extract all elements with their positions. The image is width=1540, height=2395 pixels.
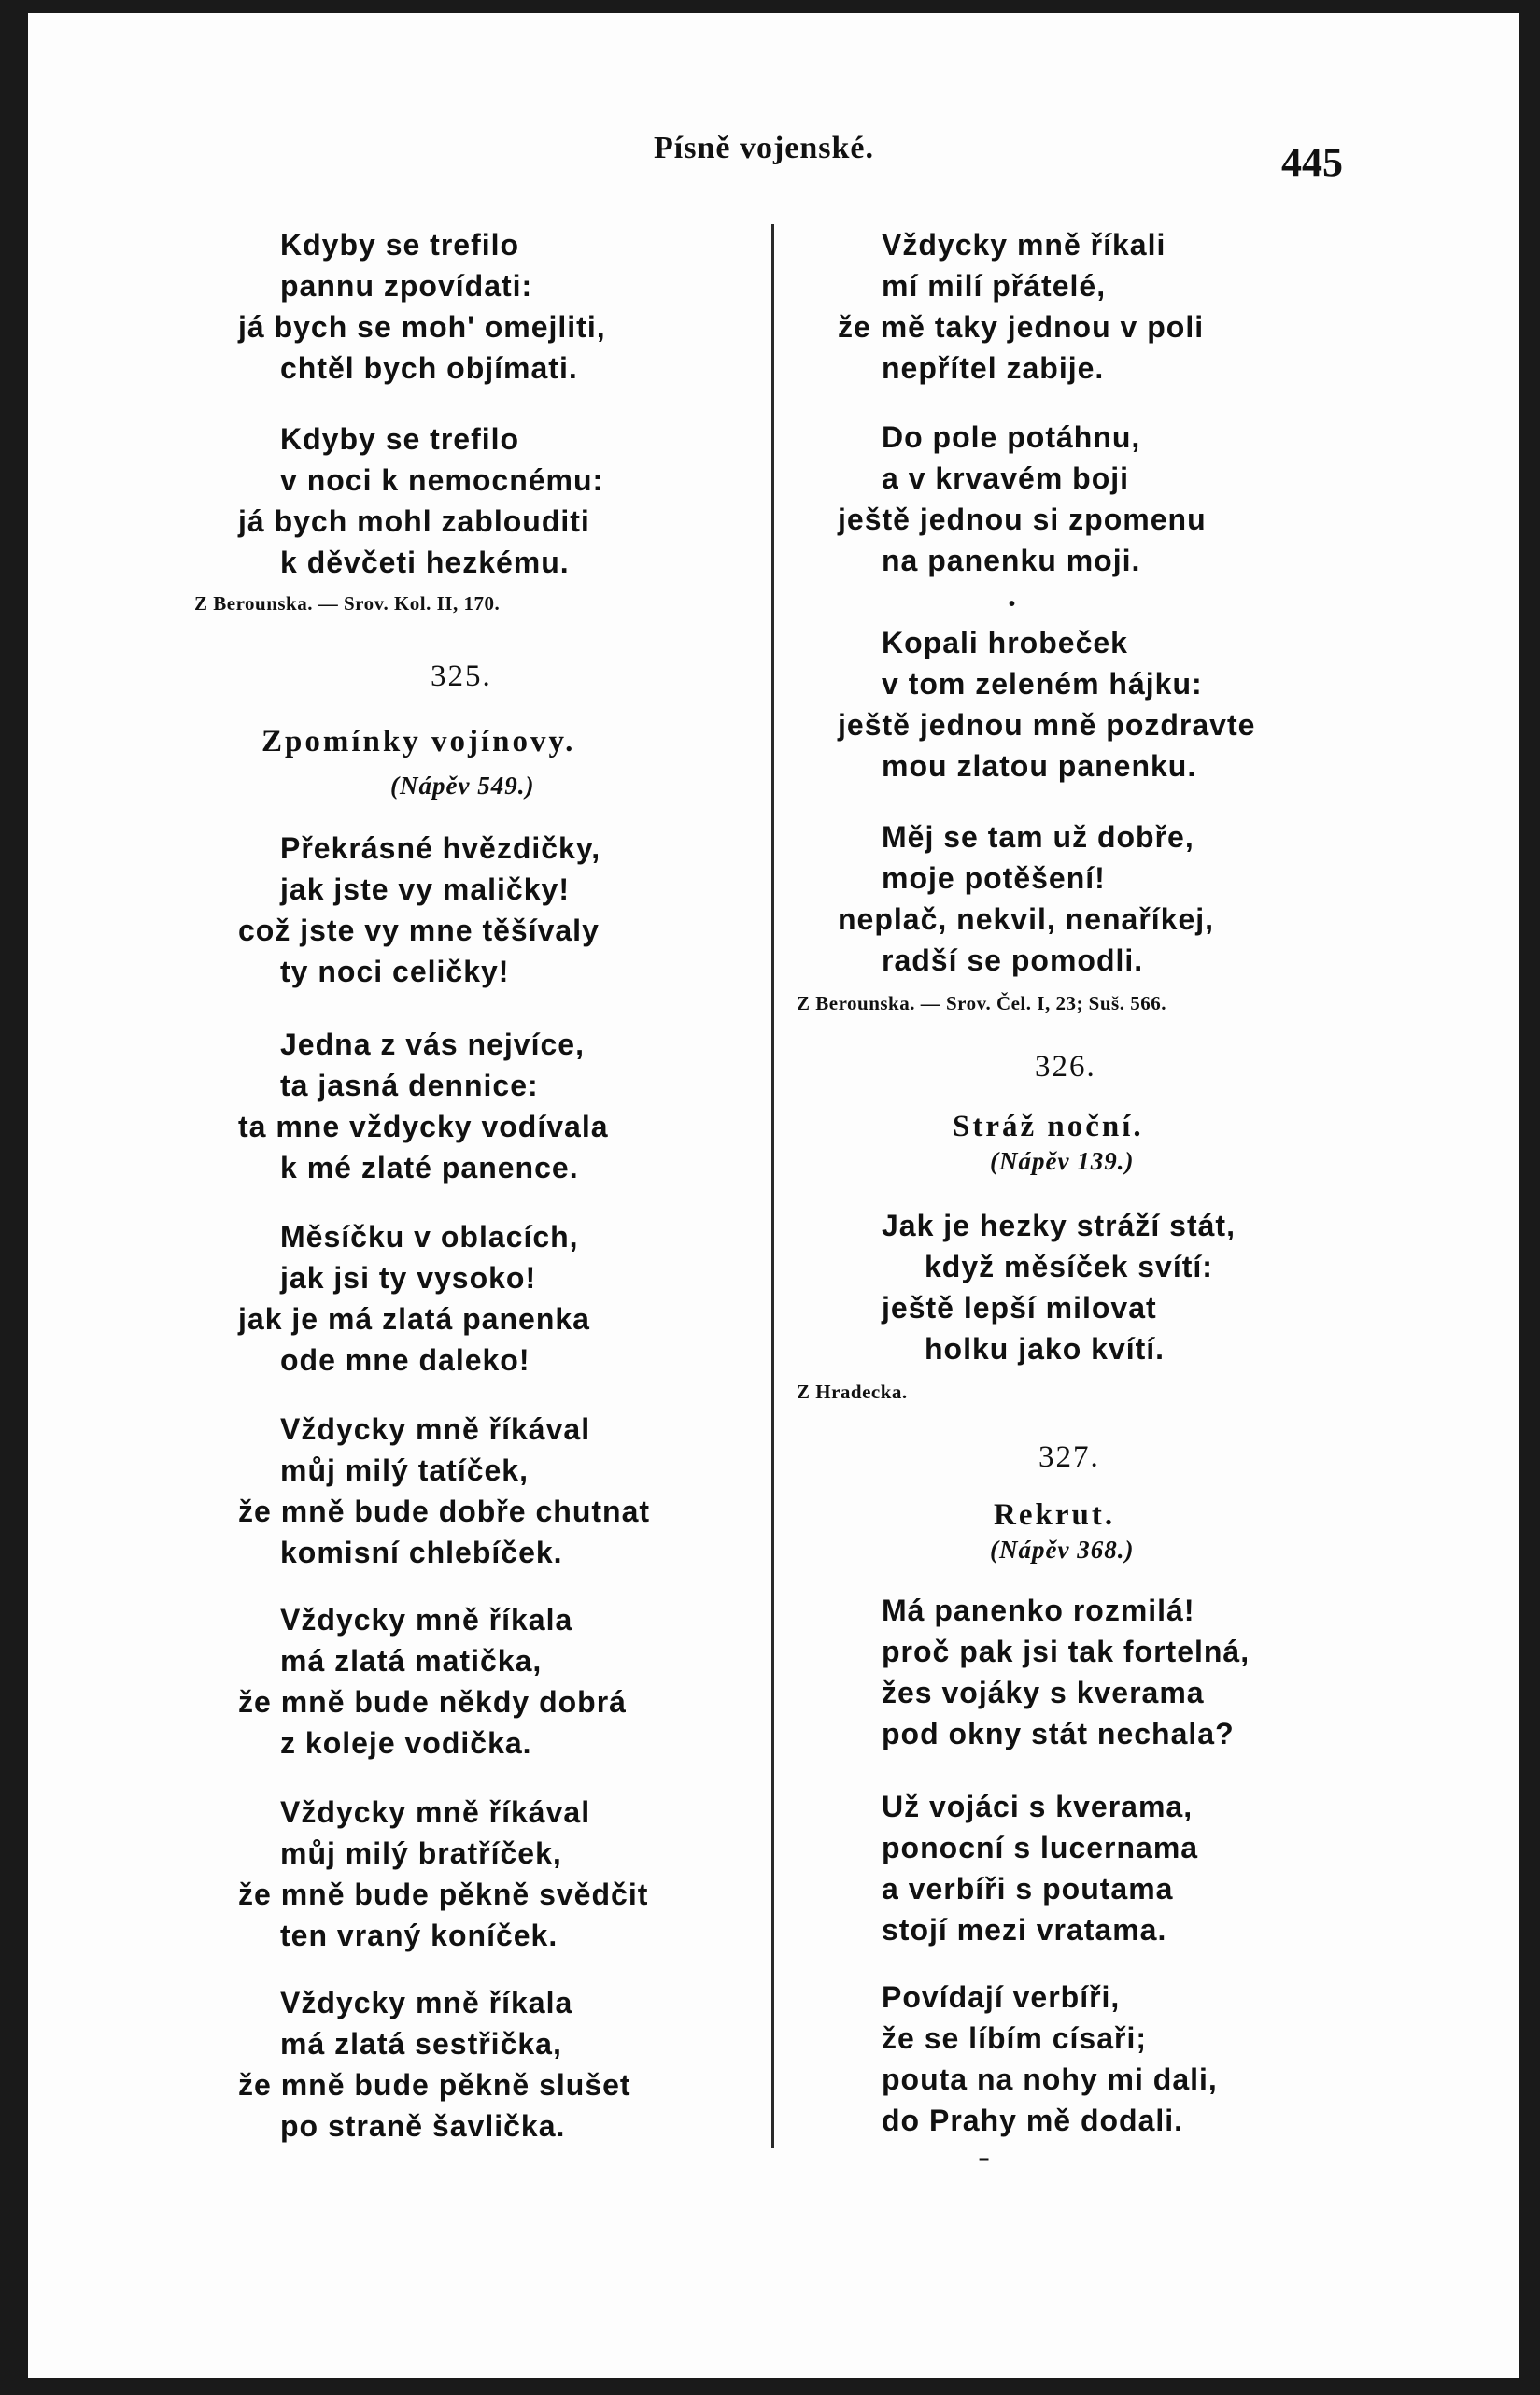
verse-line: Už vojáci s kverama, bbox=[882, 1790, 1194, 1823]
verse-line: holku jako kvítí. bbox=[925, 1332, 1166, 1366]
verse-line: má zlatá matička, bbox=[280, 1644, 543, 1678]
verse-line: chtěl bych objímati. bbox=[280, 351, 578, 385]
verse-line: můj milý tatíček, bbox=[280, 1453, 529, 1487]
verse-line: stojí mezi vratama. bbox=[882, 1913, 1167, 1947]
verse-line: Má panenko rozmilá! bbox=[882, 1594, 1195, 1627]
source-note: Z Berounska. — Srov. Čel. I, 23; Suš. 566. bbox=[797, 992, 1166, 1014]
verse-line: ponocní s lucernama bbox=[882, 1831, 1199, 1864]
verse-line: ještě jednou si zpomenu bbox=[838, 503, 1207, 536]
verse-line: Kdyby se trefilo bbox=[280, 228, 520, 262]
verse-line: pod okny stát nechala? bbox=[882, 1717, 1235, 1750]
verse-line: z koleje vodička. bbox=[280, 1726, 532, 1760]
verse-line: že mně bude pěkně slušet bbox=[238, 2068, 631, 2102]
verse-line: že mně bude pěkně svědčit bbox=[238, 1878, 649, 1911]
verse-line: k mé zlaté panence. bbox=[280, 1151, 579, 1184]
verse-line: když měsíček svítí: bbox=[925, 1250, 1213, 1283]
verse-line: Vždycky mně říkali bbox=[882, 228, 1166, 262]
verse-line: a v krvavém boji bbox=[882, 461, 1130, 495]
verse-line: radší se pomodli. bbox=[882, 943, 1144, 977]
melody-reference: (Nápěv 139.) bbox=[990, 1147, 1135, 1175]
verse-line: mí milí přátelé, bbox=[882, 269, 1107, 303]
verse-line: Kopali hrobeček bbox=[882, 626, 1128, 659]
verse-line: má zlatá sestřička, bbox=[280, 2027, 562, 2061]
song-number: 327. bbox=[1038, 1440, 1100, 1474]
verse-line: což jste vy mne těšívaly bbox=[238, 914, 600, 947]
scan-border-left bbox=[0, 0, 28, 2395]
verse-line: Překrásné hvězdičky, bbox=[280, 831, 601, 865]
verse-line: jak je má zlatá panenka bbox=[238, 1302, 590, 1336]
song-title: Rekrut. bbox=[994, 1498, 1116, 1532]
verse-line: že mně bude dobře chutnat bbox=[238, 1495, 651, 1528]
scan-border-right bbox=[1519, 0, 1540, 2395]
verse-line: že se líbím císaři; bbox=[882, 2021, 1148, 2055]
verse-line: mou zlatou panenku. bbox=[882, 749, 1197, 783]
verse-line: ty noci celičky! bbox=[280, 955, 510, 988]
verse-line: Povídají verbíři, bbox=[882, 1980, 1121, 2014]
column-rule bbox=[771, 224, 774, 2148]
verse-line: já bych se moh' omejliti, bbox=[238, 310, 606, 344]
verse-line: v tom zeleném hájku: bbox=[882, 667, 1203, 701]
verse-line: ode mne daleko! bbox=[280, 1343, 530, 1377]
page-number: 445 bbox=[1281, 139, 1343, 185]
scan-border-top bbox=[0, 0, 1540, 13]
verse-line: Jedna z vás nejvíce, bbox=[280, 1027, 585, 1061]
verse-line: můj milý bratříček, bbox=[280, 1836, 562, 1870]
verse-line: pannu zpovídati: bbox=[280, 269, 533, 303]
verse-line: Kdyby se trefilo bbox=[280, 422, 520, 456]
verse-line: Měj se tam už dobře, bbox=[882, 820, 1194, 854]
verse-line: Vždycky mně říkala bbox=[280, 1986, 573, 2019]
verse-line: Vždycky mně říkával bbox=[280, 1795, 591, 1829]
verse-line: že mě taky jednou v poli bbox=[838, 310, 1205, 344]
melody-reference: (Nápěv 549.) bbox=[390, 772, 535, 800]
verse-line: proč pak jsi tak fortelná, bbox=[882, 1635, 1250, 1668]
verse-line: ten vraný koníček. bbox=[280, 1919, 558, 1952]
verse-line: Vždycky mně říkával bbox=[280, 1412, 591, 1446]
verse-line: ještě lepší milovat bbox=[882, 1291, 1157, 1325]
verse-line: Do pole potáhnu, bbox=[882, 420, 1141, 454]
song-number: 325. bbox=[431, 659, 492, 693]
song-title: Zpomínky vojínovy. bbox=[261, 725, 576, 758]
verse-line: na panenku moji. bbox=[882, 544, 1141, 577]
verse-line: v noci k nemocnému: bbox=[280, 463, 604, 497]
verse-line: Měsíčku v oblacích, bbox=[280, 1220, 579, 1254]
verse-line: jak jsi ty vysoko! bbox=[280, 1261, 537, 1295]
end-mark: – bbox=[979, 2148, 990, 2169]
song-number: 326. bbox=[1035, 1050, 1096, 1084]
verse-line: ta jasná dennice: bbox=[280, 1069, 539, 1102]
verse-line: já bych mohl zablouditi bbox=[238, 504, 590, 538]
song-title: Stráž noční. bbox=[953, 1110, 1144, 1143]
verse-line: do Prahy mě dodali. bbox=[882, 2104, 1184, 2137]
source-note: Z Hradecka. bbox=[797, 1381, 908, 1403]
verse-line: neplač, nekvil, nenaříkej, bbox=[838, 902, 1215, 936]
verse-line: že mně bude někdy dobrá bbox=[238, 1685, 627, 1719]
verse-line: moje potěšení! bbox=[882, 861, 1106, 895]
running-head: Písně vojenské. bbox=[654, 131, 874, 165]
source-note: Z Berounska. — Srov. Kol. II, 170. bbox=[194, 592, 501, 615]
verse-line: ta mne vždycky vodívala bbox=[238, 1110, 609, 1143]
verse-line: komisní chlebíček. bbox=[280, 1536, 563, 1569]
verse-line: žes vojáky s kverama bbox=[882, 1676, 1205, 1709]
verse-line: ještě jednou mně pozdravte bbox=[838, 708, 1256, 742]
ornament-mark: • bbox=[1009, 594, 1016, 615]
verse-line: k děvčeti hezkému. bbox=[280, 546, 570, 579]
verse-line: Vždycky mně říkala bbox=[280, 1603, 573, 1637]
verse-line: po straně šavlička. bbox=[280, 2109, 566, 2143]
verse-line: jak jste vy maličky! bbox=[280, 872, 570, 906]
verse-line: nepřítel zabije. bbox=[882, 351, 1105, 385]
scan-border-bottom bbox=[0, 2378, 1540, 2395]
melody-reference: (Nápěv 368.) bbox=[990, 1536, 1135, 1564]
verse-line: Jak je hezky stráží stát, bbox=[882, 1209, 1236, 1242]
verse-line: pouta na nohy mi dali, bbox=[882, 2062, 1218, 2096]
verse-line: a verbíři s poutama bbox=[882, 1872, 1174, 1906]
